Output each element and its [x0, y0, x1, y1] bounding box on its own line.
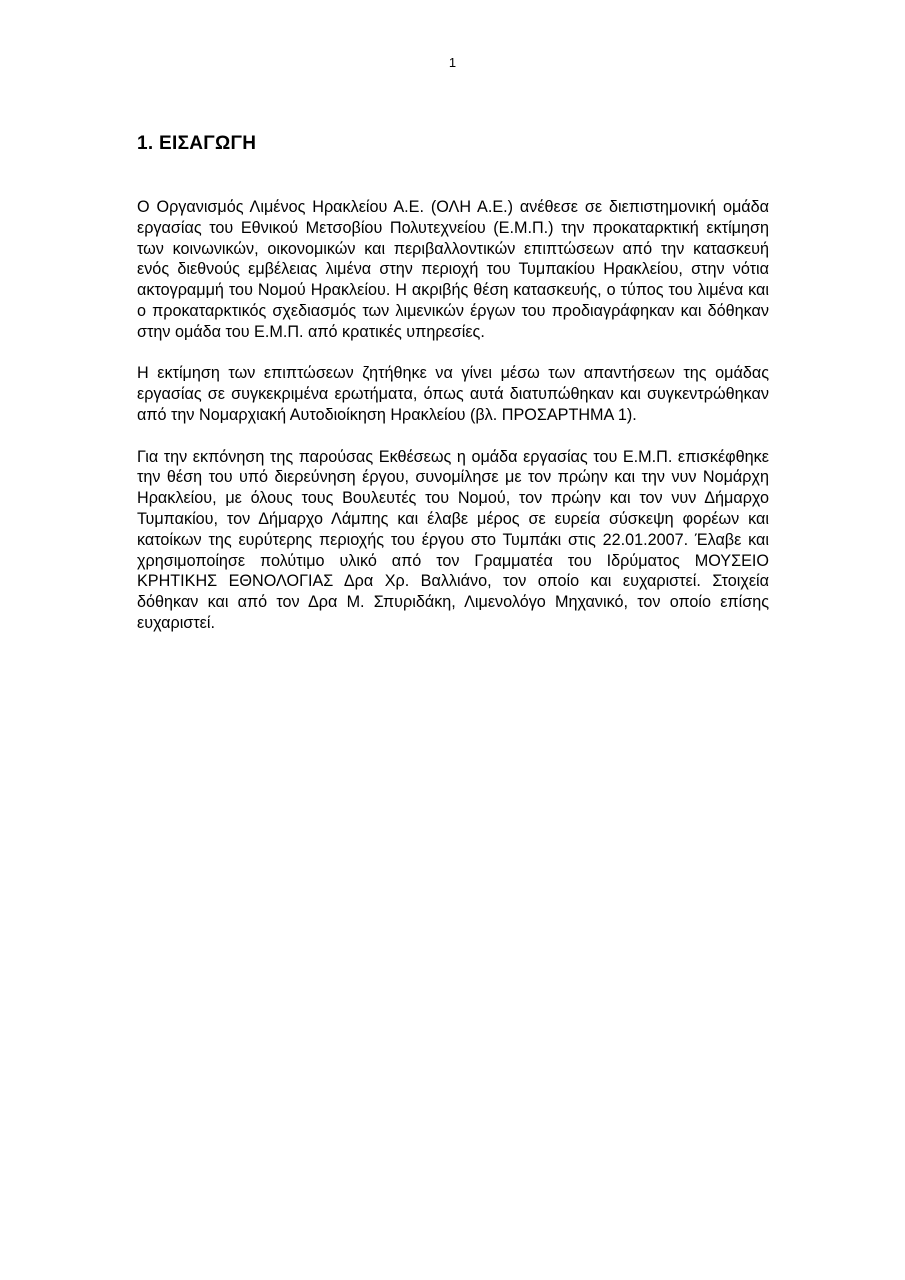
- section-body: [137, 197, 769, 655]
- paragraph-evaluation-method: Η εκτίμηση των επιπτώσεων ζητήθηκε να γίνει μέσω των απαντήσεων της ομάδας εργασίας σε συγκεκριμένα ερωτήματα, όπως αυτά διατυπώθηκαν και συγκεντρώθηκαν από την Νομαρχιακή Αυτοδιοίκηση Ηρακλείου (βλ. ΠΡΟΣΑΡΤΗΜΑ 1).: [137, 364, 769, 424]
- paragraph-assignment: Ο Οργανισμός Λιμένος Ηρακλείου Α.Ε. (ΟΛΗ Α.Ε.) ανέθεσε σε διεπιστημονική ομάδα εργασίας του Εθνικού Μετσοβίου Πολυτεχνείου (Ε.Μ.Π.) την προκαταρκτική εκτίμηση των κοινωνικών, οικονομικών και περιβαλλοντικών επιπτώσεων από την κατασκευή ενός διεθνούς εμβέλειας λιμένα στην περιοχή του Τυμπακίου Ηρακλείου, στην νότια ακτογραμμή του Νομού Ηρακλείου. Η ακριβής θέση κατασκευής, ο τύπος του λιμένα και ο προκαταρκτικός σχεδιασμός των λιμενικών έργων του προδιαγράφηκαν και δόθηκαν στην ομάδα του Ε.Μ.Π. από κρατικές υπηρεσίες.: [137, 198, 769, 341]
- paragraph-acknowledgements: Για την εκπόνηση της παρούσας Εκθέσεως η ομάδα εργασίας του Ε.Μ.Π. επισκέφθηκε την θέση του υπό διερεύνηση έργου, συνομίλησε με τον πρώην και την νυν Νομάρχη Ηρακλείου, με όλους τους Βουλευτές του Νομού, τον πρώην και τον νυν Δήμαρχο Τυμπακίου, τον Δήμαρχο Λάμπης και έλαβε μέρος σε ευρεία σύσκεψη φορέων και κατοίκων της ευρύτερης περιοχής του έργου στο Τυμπάκι στις 22.01.2007. Έλαβε και χρησιμοποίησε πολύτιμο υλικό από τον Γραμματέα του Ιδρύματος ΜΟΥΣΕΙΟ ΚΡΗΤΙΚΗΣ ΕΘΝΟΛΟΓΙΑΣ Δρα Χρ. Βαλλιάνο, τον οποίο και ευχαριστεί. Στοιχεία δόθηκαν και από τον Δρα Μ. Σπυριδάκη, Λιμενολόγο Μηχανικό, τον οποίο επίσης ευχαριστεί.: [137, 447, 769, 632]
- section-heading: 1. ΕΙΣΑΓΩΓΗ: [137, 133, 257, 154]
- page-number: 1: [448, 55, 457, 70]
